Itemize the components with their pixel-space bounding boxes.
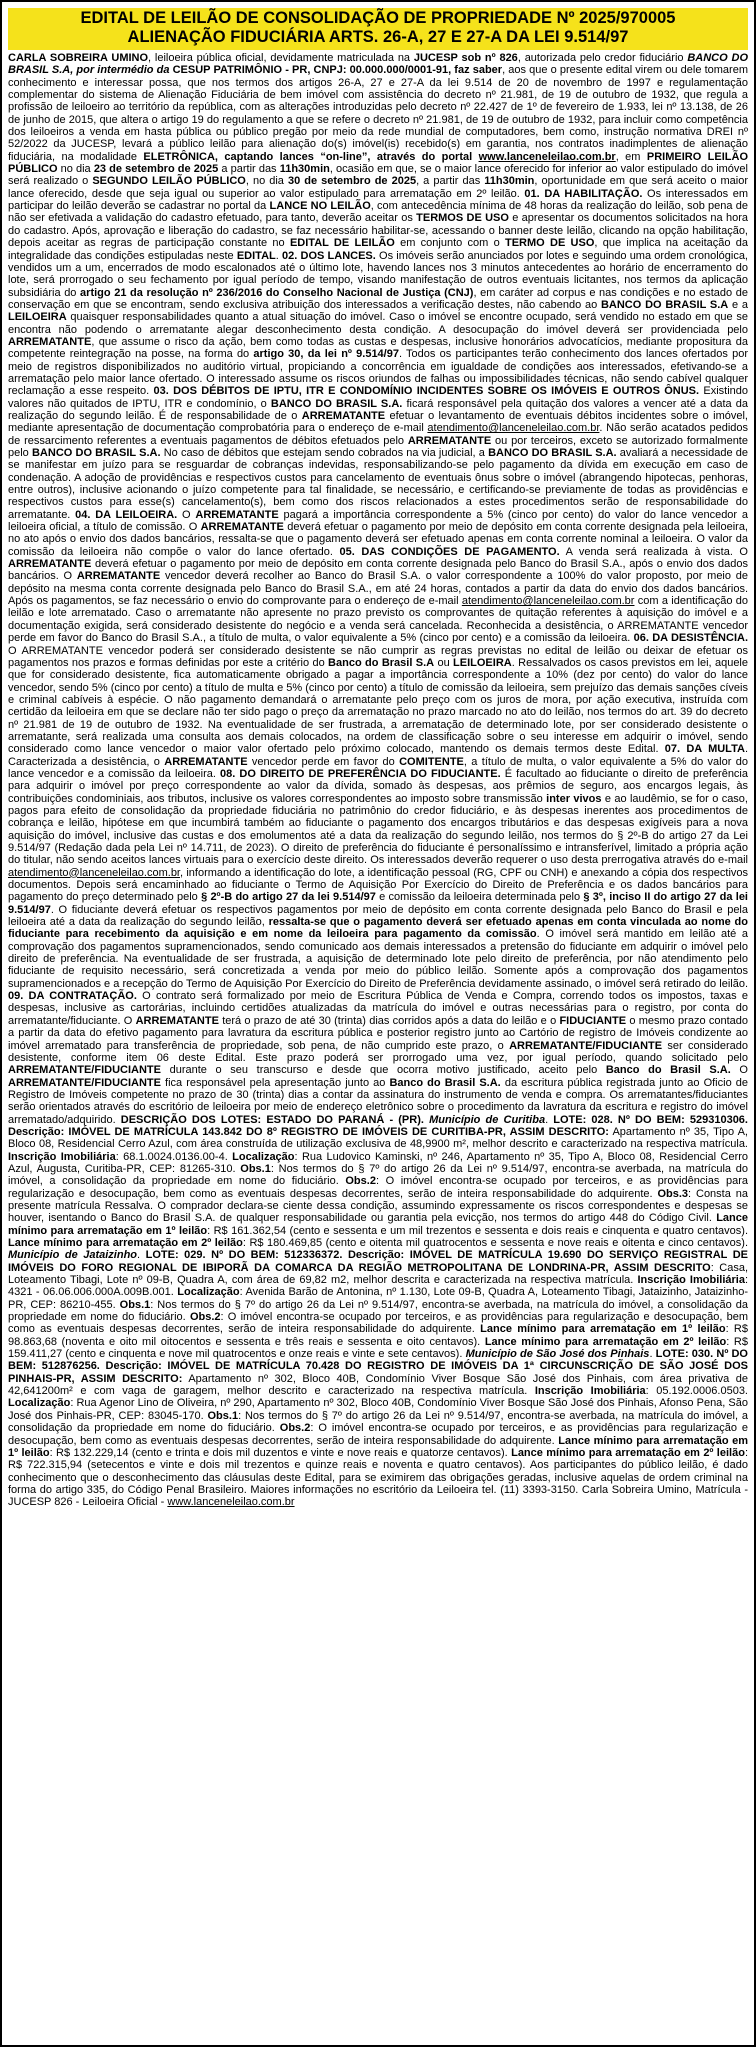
- text-run: Obs.1: [240, 1162, 271, 1175]
- section-heading-leiloeira: 04. DA LEILOEIRA.: [75, 508, 178, 521]
- text-run: Obs.2: [345, 1175, 376, 1188]
- text-run: Inscrição Imobiliária: [637, 1274, 745, 1287]
- text-run: : Rua Agenor Lino de Oliveira, nº 290, Apartamento nº 302, Bloco 40B, Condomínio Viver Bosque São José dos Pinhais, Afonso Pena, São José dos Pinhais-PR, CEP: 83045-170.: [8, 1397, 748, 1422]
- text-run: Banco do Brasil S.A.: [605, 1064, 731, 1077]
- text-run: LANCE NO LEILÃO: [269, 200, 371, 213]
- text-run: . Ressalvados os casos previstos em lei, aquele que for considerado desistente, fica automaticamente obrigado a pagar a importância correspondente a 10% (dez por cento) do valor do lance vencedor, sendo 5% (cinco por cento) a título de multa e 5% (cinco por cento) a título de comissão da leiloeira, sem prejuízo das demais sanções cíveis e criminal cabíveis à espécie. O não pagamento demandará o arrematante pelo preço com os juros de mora, por ação executiva, instruída com certidão da leiloeira em que se declare não ter sido pago o preço da arrematação no prazo marcado no ato do leilão, nos termos do art. 39 do decreto nº 21.981 de 19 de outubro de 1932. Na eventualidade de ser frustrada, a arrematação de determinado lote, por ser considerado desistente o arrematante, será realizada uma consulta aos demais colocados, na ordem de classificação sobre o seu interesse em adquirir o imóvel, sendo considerado como lance vencedor o maior valor ofertado pelo próximo colocado, mantendo os demais termos deste Edital.: [8, 656, 748, 756]
- text-run: quaisquer responsabilidades quanto a atual situação do imóvel. Caso o imóvel se encontre ocupado, será vendido no estado em que se encontra não podendo o arrematante alegar desconhecimento desta condição. A desocupação do imóvel deverá ser providenciada pelo: [8, 311, 748, 336]
- text-run: terá o prazo de até 30 (trinta) dias corridos após a data do leilão e o: [218, 1014, 560, 1027]
- text-run: Os interessados em participar do leilão deverão se cadastrar no portal da: [8, 187, 748, 213]
- text-run: efetuar o levantamento de eventuais débitos incidentes sobre o imóvel, mediante apresentação de documentação comprobatória para o endereço de e-mail: [8, 409, 748, 435]
- text-run: LEILOEIRA: [453, 656, 512, 669]
- section-heading-debitos: 03. DOS DÉBITOS DE IPTU, ITR E CONDOMÍNIO INCIDENTES SOBRE OS IMÓVEIS E OUTROS ÔNUS.: [153, 385, 700, 398]
- text-run: : 68.1.0024.0136.00-4.: [115, 1150, 233, 1163]
- text-run: LEILOEIRA: [8, 311, 67, 324]
- text-run: o mesmo prazo contado a partir da data do efetivo pagamento para lavratura da escritura pública e posterior registro junto ao Cartório de registro de Imóveis condizente ao imóvel arrematado para transferência de propriedade, sob pena, de não cumprido este prazo, o: [8, 1014, 748, 1052]
- text-run: § 2º-B do artigo 27 da lei 9.514/97: [201, 891, 376, 904]
- creditor-cnpj: , CNPJ: 00.000.000/0001-91, faz saber: [307, 64, 503, 77]
- text-run: artigo 21 da resolução nº 236/2016 do Conselho Nacional de Justiça (CNJ): [80, 286, 474, 299]
- text-run: e apresentar os documentos solicitados na hora do cadastro. Após, aprovação e liberação do cadastro, se faz necessário habilitar-se, acessando o banner deste leilão, clicando na opção habilitação, depois aceitar as regras de participação constante no: [8, 212, 748, 250]
- edital-body-text: [8, 52, 748, 2041]
- text-run: : R$ 159.411,27 (cento e cinquenta e nove mil quatrocentos e onze reais e vinte e sete centavos).: [8, 1335, 748, 1361]
- text-run: , aos que o presente edital virem ou dele tomarem conhecimento e interessar possa, que nos termos dos artigos 26-A, 27 e 27-A da lei 9.514 de 20 de novembro de 1997 e regulamentação complementar do sistema de Alienação Fiduciária de bem imóvel com assistência do decreto nº 21.981, de 19 de outubro de 1932, que regula a profissão de leiloeiro ao território da república, com as alterações introduzidas pelo decreto nº 22.427 de 1º de fevereiro de 1.933, lei nº 13.138, de 26 de junho de 2015, que altera o artigo 19 do regulamento a que se refere o decreto nº 21.981, de 19 de outubro de 1932, para incluir como competência dos leiloeiros a venda em hasta pública ou público pregão por meio da rede mundial de computadores, bem como, instrução normativa DREI nº 52/2022 da JUCESP, levará a público leilão para alienação do(s) imóvel(is) recebido(s) em garantia, nos contratos inadimplentes de alienação fiduciária, na modalidade: [8, 64, 748, 163]
- text-run: BANCO DO BRASIL S.A.: [270, 397, 403, 410]
- section-heading-preferencia: 08. DO DIREITO DE PREFERÊNCIA DO FIDUCIANTE.: [220, 767, 501, 780]
- text-run: Existindo valores não quitados de IPTU, ITR e condomínio, o: [8, 385, 748, 410]
- text-run: e ao laudêmio, se for o caso, pagos para efeito de consolidação da propriedade fiduciária no patrimônio do credor fiduciário, e às despesas inerentes aos procedimentos de cobrança e leilão, hipótese em que incumbirá também ao fiduciante o pagamento dos encargos tributários e das despesas exigíveis para a nova aquisição do imóvel, inclusive das custas e dos emolumentos até a data da realização do segundo leilão, nos termos do § 2º-B do artigo 27 da Lei 9.514/97 (Redação dada pela Lei nº 14.711, de 2023). O direito de preferência do fiduciante é personalíssimo e intransferível, limitado a própria ação do titular, não sendo aceitos lances virtuais para o exercício deste direito. Os interessados deverão requerer o uso desta prerrogativa através do e-mail: [8, 792, 748, 867]
- first-auction-date: 23 de setembro de 2025: [93, 163, 219, 176]
- section-heading-contratacao: 09. DA CONTRATAÇÃO.: [8, 990, 137, 1003]
- text-run: vencedor deverá recolher ao Banco do Brasil S.A. o valor correspondente a 100% do valor proposto, por meio de depósito na mesma conta corrente designada pelo Banco do Brasil S.A., em até 24 horas, contados a partir da data do envio dos dados bancários. Após os pagamentos, se faz necessário o envio do comprovante para o endereço de e-mail: [8, 570, 748, 608]
- text-run: no dia: [57, 163, 94, 176]
- text-run: : Consta na presente matrícula Ressalva. O comprador declara-se ciente dessa condição, assumindo expressamente os riscos correspondentes e despesas se houver, isentando o Banco do Brasil S.A. de qualquer responsabilidade ou garantia pela evicção, nos termos do artigo 448 do Código Civil.: [8, 1187, 748, 1225]
- text-run: Lance mínimo para arrematação em 1º leilão: [8, 1434, 748, 1459]
- creditor-unit: CESUP PATRIMÔNIO - PR: [172, 64, 308, 77]
- portal-link[interactable]: www.lanceneleilao.com.br: [478, 150, 616, 163]
- text-run: , que implica na aceitação da integralidade das condições estipuladas neste: [8, 237, 748, 262]
- text-run: , em caráter ad corpus e nas condições e no estado de conservação em que se encontram, sendo exclusiva atribuição dos interessados a verificação destes, não cabendo ao: [8, 286, 748, 311]
- registration-number: JUCESP sob nº 826: [413, 52, 518, 64]
- text-run: : O imóvel encontra-se ocupado por terceiros, e as providências para regularização e desocupação, bem como as eventuais despesas decorrentes, serão de inteira responsabilidade do adquirente.: [8, 1175, 748, 1200]
- text-run: ARREMATANTE: [195, 508, 279, 521]
- contact-email-link[interactable]: atendimento@lanceneleilao.com.br: [8, 866, 180, 879]
- text-run: ARREMATANTE/FIDUCIANTE: [8, 1076, 161, 1089]
- text-run: TERMOS DE USO: [416, 212, 509, 225]
- contact-email-link[interactable]: atendimento@lanceneleilao.com.br: [461, 595, 635, 608]
- section-heading-multa: 07. DA MULTA: [664, 743, 745, 756]
- auction-modality: ELETRÔNICA: [143, 150, 215, 163]
- text-run: O: [730, 1064, 748, 1077]
- text-run: BANCO DO BRASIL S.A.: [488, 447, 617, 459]
- second-auction-date: 30 de setembro de 2025: [287, 175, 417, 188]
- text-run: . O imóvel será mantido em leilão até a comprovação dos pagamentos supramencionados, sendo comunicado aos demais interessados a pretensão do fiduciante em adquirir o imóvel pelo direito de preferência. Na eventualidade de ser frustrada, a aquisição de determinado lote pelo direito de preferência, por não atendimento pelo fiduciante de requisito necessário, será concretizada a venda por meio do público leilão. Somente após a comprovação dos pagamentos supramencionados e a recepção do Termo de Aquisição Por Exercício do Direito de Preferência devidamente assinado, o imóvel será retirado do leilão.: [8, 928, 748, 990]
- text-run: O contrato será formalizado por meio de Escritura Pública de Venda e Compra, correndo todos os impostos, taxas e despesas, inclusive as cartorárias, incluindo certidões atualizadas da matrícula do imóvel e outras necessárias para o registro, por conta do arrematante/fiduciante. O: [8, 990, 748, 1027]
- text-run: ARREMATANTE: [200, 521, 284, 534]
- text-run: : R$ 132.229,14 (cento e trinta e dois mil duzentos e vinte e nove reais e quatorze centavos).: [49, 1446, 512, 1459]
- text-run: . Todos os participantes terão conhecimento dos lances ofertados por meio de registros disponibilizados no auditório virtual, propiciando a concorrência em igualdade de condições aos interessados, efetivando-se a arrematação pelo maior lance ofertado. O interessado assume os riscos oriundos de falhas ou impossibilidades técnicas, não sendo cabível qualquer reclamação a esse respeito.: [8, 348, 748, 398]
- section-heading-pagamento: 05. DAS CONDIÇÕES DE PAGAMENTO.: [339, 545, 560, 558]
- footer-portal-link[interactable]: www.lanceneleilao.com.br: [167, 1496, 295, 1509]
- text-run: : R$ 180.469,85 (cento e oitenta mil quatrocentos e sessenta e nove reais e oitenta e cinco centavos).: [242, 1237, 748, 1249]
- text-run: FIDUCIANTE: [559, 1014, 627, 1027]
- edital-title-line-2: ALIENAÇÃO FIDUCIÁRIA ARTS. 26-A, 27 E 27-A DA LEI 9.514/97: [127, 28, 629, 46]
- text-run: .: [545, 1113, 554, 1126]
- text-run: avaliará a necessidade de se manifestar em juízo para se resguardar de cobranças indevidas, responsabilizando-se pelo pagamento da dívida em execução em caso de condenação. A adoção de providências e respectivos custos para cancelamento de eventuais ônus sobre o imóvel (abrangendo hipotecas, penhoras, entre outros), inclusive acionando o juízo competente para tal finalidade, se necessário, e certificando-se previamente de todas as providências e respectivos custos para esse(s) cancelamento(s), bem como dos riscos relacionados a estes procedimentos serão de responsabilidade do arrematante.: [8, 447, 748, 521]
- text-run: : 4321 - 06.06.006.000A.009B.001.: [8, 1274, 748, 1299]
- text-run: , em: [615, 150, 647, 163]
- text-run: , no dia: [245, 175, 288, 188]
- second-auction-time: 11h30min: [484, 175, 535, 188]
- text-run: Inscrição Imobiliária: [8, 1150, 116, 1163]
- text-run: : Nos termos do § 7º do artigo 26 da Lei nº 9.514/97, encontra-se averbada, na matrícula do imóvel, a consolidação da propriedade em nome do fiduciário.: [8, 1162, 748, 1188]
- text-run: , autorizada pelo credor fiduciário: [517, 52, 688, 64]
- text-run: Apartamento nº 35, Tipo A, Bloco 08, Residencial Cerro Azul, com área construída de utilização exclusiva de 48,9900 m², melhor descrito e caracterizado na respectiva matrícula.: [8, 1125, 748, 1151]
- text-run: inter vivos: [546, 792, 602, 805]
- text-run: Localização: [232, 1150, 295, 1163]
- text-run: ARREMATANTE/FIDUCIANTE: [8, 1064, 161, 1077]
- text-run: Obs.1: [119, 1298, 151, 1311]
- text-run: vencedor perde em favor do: [247, 755, 400, 768]
- text-run: Obs.2: [279, 1422, 311, 1435]
- text-run: , que assume o risco da ação, bem como todas as custas e despesas, inclusive honorários advocatícios, mediante propositura da competente reintegração na posse, na forma do: [8, 335, 748, 361]
- text-run: , captando lances “on-line”, através do portal: [214, 150, 479, 163]
- text-run: Obs.2: [189, 1311, 221, 1324]
- text-run: a partir das: [218, 163, 280, 176]
- text-run: artigo 30, da lei nº 9.514/97: [253, 348, 399, 361]
- text-run: BANCO DO BRASIL S.A: [600, 298, 729, 311]
- text-run: pagará a importância correspondente a 5% (cinco por cento) do valor do lance vencedor a leiloeira oficial, a título de comissão. O: [8, 508, 748, 534]
- text-run: . Caracterizada a desistência, o: [8, 743, 748, 768]
- text-run: O ARREMATANTE vencedor poderá ser considerado desistente se não cumprir as regras previstas no edital de leilão ou deixar de efetuar os pagamentos nos prazos e formas definidas por este a critério do: [8, 644, 748, 669]
- municipality-sao-jose-dos-pinhais: Município de São José dos Pinhais: [465, 1348, 650, 1361]
- text-run: ARREMATANTE: [164, 755, 248, 768]
- text-run: deverá efetuar o pagamento por meio de depósito em conta corrente designada pela leiloeira, no ato após o envio dos dados bancários, ressalta-se que o pagamento deverá ser efetuado apenas em conta corrente nominal a leiloeira. O valor da comissão da leiloeira não compõe o valor do lance ofertado.: [8, 521, 748, 558]
- text-run: : Avenida Barão de Antonina, nº 1.130, Lote 09-B, Quadra A, Loteamento Tibagi, Jataizinho, Jataizinho-PR, CEP: 86210-455.: [8, 1286, 748, 1311]
- text-run: ARREMATANTE: [8, 558, 92, 571]
- text-run: O: [177, 508, 196, 521]
- text-run: : O imóvel encontra-se ocupado por terceiros, e as providências para regularização e desocupação, bem como as eventuais despesas decorrentes, serão de inteira responsabilidade do adquirente.: [8, 1422, 748, 1447]
- section-heading-habilitacao: 01. DA HABILITAÇÃO.: [524, 187, 643, 200]
- edital-title-banner: [8, 8, 748, 50]
- text-run: ARREMATANTE: [135, 1014, 219, 1027]
- text-run: em conjunto com o: [394, 237, 505, 250]
- text-run: TERMO DE USO: [505, 237, 595, 250]
- text-run: § 3º, inciso II do artigo 27 da lei 9.514/97: [8, 891, 748, 916]
- text-run: , a título de multa, o valor equivalente a 5% do valor do lance vencedor e a comissão da leiloeira.: [8, 755, 748, 780]
- text-run: COMITENTE: [399, 755, 464, 768]
- text-run: , ocasião em que, se o maior lance oferecido for inferior ao valor estipulado do imóvel será realizado o: [8, 163, 748, 188]
- text-run: .: [275, 249, 283, 262]
- text-run: Banco do Brasil S.A.: [389, 1076, 501, 1089]
- section-heading-lotes: DESCRIÇÃO DOS LOTES: ESTADO DO PARANÁ - (PR).: [120, 1113, 424, 1126]
- text-run: , informando a identificação do lote, a identificação pessoal (RG, CPF ou CNH) e anexando a cópia dos respectivos documentos. Depois será encaminhado ao fiduciante o Termo de Aquisição Por Exercício do Direito de Preferência e os dados bancários para pagamento do preço determinado pelo: [8, 866, 748, 904]
- text-run: ressalta-se que o pagamento deverá ser efetuado apenas em conta vinculada ao nome do fiduciante para recebimento da aquisição e em nome da leiloeira para pagamento da comissão: [8, 916, 748, 941]
- text-run: , com antecedência mínima de 48 horas da realização do leilão, sob pena de não ser efetivada a validação do cadastro efetuado, para tanto, deverão aceitar os: [8, 200, 748, 225]
- text-run: ARREMATANTE/FIDUCIANTE: [509, 1039, 663, 1052]
- text-run: Apartamento nº 302, Bloco 40B, Condomínio Viver Bosque São José dos Pinhais, com área privativa de 42,641200m² e com vaga de garagem, melhor descrito e caracterizado na respectiva matrícula.: [8, 1372, 748, 1398]
- text-run: e a: [728, 298, 748, 311]
- text-run: Obs.3: [657, 1187, 689, 1200]
- text-run: A venda será realizada à vista. O: [559, 545, 748, 558]
- text-run: EDITAL: [236, 249, 276, 262]
- text-run: : Nos termos do § 7º do artigo 26 da Lei nº 9.514/97, encontra-se averbada, na matrícula do imóvel, a consolidação da propriedade em nome do fiduciário.: [8, 1409, 748, 1435]
- text-run: . Não serão acatados pedidos de ressarcimento referentes a eventuais pagamentos de débitos efetuados pelo: [8, 422, 748, 447]
- text-run: ARREMATANTE: [407, 434, 492, 447]
- text-run: : R$ 161.362,54 (cento e sessenta e um mil trezentos e sessenta e dois reais e cinquenta e quatro centavos).: [207, 1224, 748, 1237]
- text-run: Lance mínimo para arrematação em 2º leilão: [8, 1237, 243, 1249]
- text-run: Localização: [177, 1286, 240, 1299]
- text-run: : 05.192.0006.0503.: [645, 1385, 748, 1398]
- text-run: : Casa, Loteamento Tibagi, Lote nº 09-B, Quadra A, com área de 69,82 m2, melhor descrita e caracterizada na respectiva matrícula.: [8, 1261, 748, 1287]
- text-run: Lance mínimo para arrematação em 1º leilão: [8, 1212, 748, 1237]
- edital-paragraph: [8, 52, 748, 1509]
- text-run: ficará responsável pela quitação dos valores a vencer até a data da realização do segundo leilão. É de responsabilidade de o: [8, 397, 748, 422]
- creditor-name: BANCO DO BRASIL S.A: [8, 52, 748, 77]
- first-auction-label: PRIMEIRO LEILÃO PÚBLICO: [8, 150, 748, 176]
- text-run: Inscrição Imobiliária: [534, 1385, 646, 1398]
- text-run: ou: [434, 656, 454, 669]
- lot-028-heading: LOTE: 028. Nº DO BEM: 529310306. Descrição: IMÓVEL DE MATRÍCULA 143.842 DO 8º REGISTRO DE IMÓVEIS DE CURITIBA-PR, ASSIM DESCRITO:: [8, 1113, 748, 1138]
- contact-email-link[interactable]: atendimento@lanceneleilao.com.br: [427, 422, 600, 435]
- text-run: Localização: [8, 1397, 71, 1410]
- municipality-jataizinho: Município de Jataizinho: [8, 1249, 138, 1262]
- edital-title-line-1: EDITAL DE LEILÃO DE CONSOLIDAÇÃO DE PROPRIEDADE Nº 2025/970005: [80, 9, 676, 27]
- first-auction-time: 11h30min: [279, 163, 330, 176]
- text-run: com a identificação do leilão e lote arrematado. Caso o arrematante não apresente no prazo previsto os comprovantes de quitação referentes à aquisição do imóvel e a documentação exigida, será considerado desistente do negócio e a venda será cancelada. Reconhecida a desistência, o ARREMATANTE vencedor perde em favor do Banco do Brasil S.A., a título de multa, o valor equivalente a 5% (cinco por cento) e a comissão da leiloeira.: [8, 595, 748, 645]
- text-run: É facultado ao fiduciante o direito de preferência para adquirir o imóvel por preço correspondente ao valor da dívida, somado às despesas, aos prêmios de seguro, aos encargos legais, às contribuições condominiais, aos tributos, inclusive os valores correspondentes ao imposto sobre transmissão: [8, 767, 748, 805]
- text-run: Lance mínimo para arrematação em 1º leilão: [480, 1323, 726, 1336]
- text-run: No caso de débitos que estejam sendo cobrados na via judicial, a: [160, 447, 489, 459]
- text-run: , por intermédio da: [70, 64, 173, 77]
- section-heading-lances: 02. DOS LANCES.: [282, 249, 376, 262]
- text-run: ARREMATANTE: [76, 570, 161, 583]
- text-run: durante o seu transcurso e desde que ocorra motivo justificado, aceito pelo: [160, 1064, 606, 1077]
- text-run: : R$ 722.315,94 (setecentos e vinte e dois mil trezentos e quinze reais e noventa e quatro centavos). Aos participantes do público leilão, é dado conhecimento que o desconhecimento das cláusulas deste Edital, para se eximirem das obrigações geradas, inclusive aquelas de ordem criminal na forma do artigo 335, do Código Penal Brasileiro. Maiores informações no escritório da Leiloeira tel. (11) 3393-3150. Carla Sobreira Umino, Matrícula - JUCESP 826 - Leiloeira Oficial -: [8, 1446, 748, 1509]
- lot-029-heading: LOTE: 029. Nº DO BEM: 512336372. Descrição: IMÓVEL DE MATRÍCULA 19.690 DO SERVIÇO REGISTRAL DE IMÓVEIS DO FORO REGIONAL DE IBIPORÃ DA COMARCA DA REGIÃO METROPOLITANA DE LONDRINA-PR, ASSIM DESCRITO: [8, 1249, 748, 1274]
- text-run: Banco do Brasil S.A: [328, 656, 435, 669]
- text-run: ser considerado desistente, conforme item 06 deste Edital. Este prazo poderá ser prorrogado uma vez, por igual período, quando solicitado pelo: [8, 1039, 748, 1064]
- text-run: Obs.1: [207, 1409, 239, 1422]
- text-run: Os imóveis serão anunciados por lotes e seguindo uma ordem cronológica, vendidos um a um, encerrados de modo escalonados até o último lote, havendo lances nos 3 minutos antecedentes ao horário de encerramento do lote, será prorrogado o seu fechamento por igual período de tempo, visando manifestação de outros eventuais licitantes, nos termos da aplicação subsidiária do: [8, 249, 748, 299]
- text-run: ou por terceiros, exceto se autorizado formalmente pelo: [8, 434, 748, 459]
- text-run: Lance mínimo para arrematação em 2º leilão: [484, 1335, 727, 1348]
- municipality-curitiba: Município de Curitiba: [429, 1113, 546, 1126]
- text-run: : Rua Ludovico Kaminski, nº 246, Apartamento nº 35, Tipo A, Bloco 08, Residencial Cerro Azul, Augusta, Curitiba-PR, CEP: 81265-310.: [8, 1150, 748, 1175]
- text-run: Lance mínimo para arrematação em 2º leilão: [511, 1446, 745, 1459]
- text-run: . O fiduciante deverá efetuar os respectivos pagamentos por meio de depósito em conta corrente designada pelo Banco do Brasil e pela leiloeira até a data da realização do segundo leilão,: [8, 903, 748, 929]
- text-run: deverá efetuar o pagamento por meio de depósito em conta corrente designada pelo Banco do Brasil S.A., após o envio dos dados bancários. O: [8, 558, 748, 583]
- text-run: BANCO DO BRASIL S.A.: [31, 447, 161, 459]
- text-run: : O imóvel encontra-se ocupado por terceiros, e as providências para regularização e desocupação, bem como as eventuais despesas decorrentes, serão de inteira responsabilidade do adquirente.: [8, 1311, 748, 1336]
- text-run: e comissão da leiloeira determinada pelo: [375, 891, 584, 904]
- text-run: .: [649, 1348, 656, 1361]
- text-run: : Nos termos do § 7º do artigo 26 da Lei nº 9.514/97, encontra-se averbada, na matrícula do imóvel, a consolidação da propriedade em nome do fiduciário.: [8, 1298, 748, 1324]
- text-run: da escritura pública registrada junto ao Oficio de Registro de Imóveis competente no prazo de 30 (trinta) dias a contar da assinatura do instrumento de venda e compra. Os arrematantes/fiduciantes serão orientados através do escritório de leiloeira por meio de endereço eletrônico sobre o procedimento da lavratura da escritura e registro do imóvel arrematado/adquirido.: [8, 1076, 748, 1126]
- text-run: ARREMATANTE: [301, 409, 386, 422]
- text-run: .: [137, 1249, 146, 1262]
- auctioneer-name: CARLA SOBREIRA UMINO: [8, 52, 149, 64]
- text-run: ARREMATANTE: [8, 335, 92, 348]
- second-auction-label: SEGUNDO LEILÃO PÚBLICO: [92, 175, 246, 188]
- text-run: , a partir das: [416, 175, 485, 188]
- text-run: fica responsável pela apresentação junto ao: [160, 1076, 390, 1089]
- text-run: , leiloeira pública oficial, devidamente matriculada na: [148, 52, 414, 64]
- text-run: EDITAL DE LEILÃO: [289, 237, 395, 250]
- text-run: : R$ 98.863,68 (noventa e oito mil oitocentos e sessenta e três reais e sessenta e oito centavos).: [8, 1323, 748, 1348]
- section-heading-desistencia: 06. DA DESISTÊNCIA.: [633, 632, 748, 645]
- text-run: , oportunidade em que será aceito o maior lance oferecido, desde que seja igual ou superior ao valor estipulado para arrematação em 2º leilão.: [8, 175, 748, 200]
- lot-030-heading: LOTE: 030. Nº DO BEM: 512876256. Descrição: IMÓVEL DE MATRÍCULA 70.428 DO REGISTRO DE IMÓVEIS DA 1ª CIRCUNSCRIÇÃO DE SÃO JOSÉ DOS PINHAIS-PR, ASSIM DESCRITO:: [8, 1348, 748, 1385]
